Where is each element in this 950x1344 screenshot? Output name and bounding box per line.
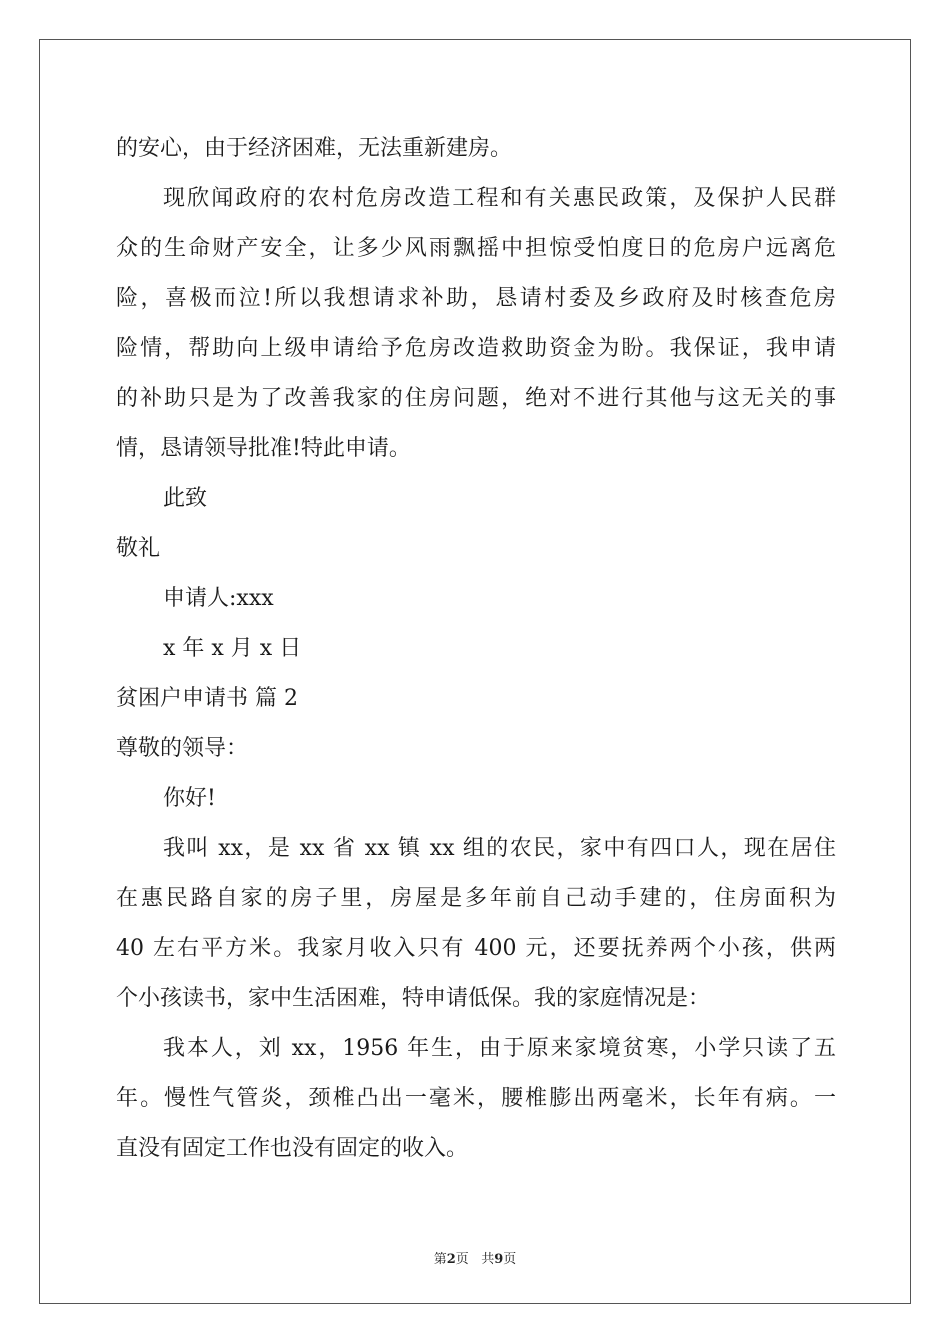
- text-line: 现欣闻政府的农村危房改造工程和有关惠民政策，及保护人民群: [163, 186, 836, 211]
- total-label-prefix: 共: [481, 1252, 495, 1267]
- text-line: 我叫 xx，是 xx 省 xx 镇 xx 组的农民，家中有四口人，现在居住: [163, 836, 836, 861]
- greeting: 尊敬的领导：: [116, 736, 249, 761]
- text-line: 众的生命财产安全，让多少风雨飘摇中担惊受怕度日的危房户远离危: [116, 236, 836, 261]
- total-pages: 9: [494, 1252, 504, 1267]
- text-line: 险情，帮助向上级申请给予危房改造救助资金为盼。我保证，我申请: [116, 336, 836, 361]
- document-body: [116, 124, 836, 1174]
- text-line: 的补助只是为了改善我家的住房问题，绝对不进行其他与这无关的事: [116, 386, 836, 411]
- page-label-prefix: 第: [433, 1252, 447, 1267]
- text-line: 个小孩读书，家中生活困难，特申请低保。我的家庭情况是：: [116, 986, 711, 1011]
- text-line: 年。慢性气管炎，颈椎凸出一毫米，腰椎膨出两毫米，长年有病。一: [116, 1086, 836, 1111]
- text-line: 险，喜极而泣!所以我想请求补助，恳请村委及乡政府及时核查危房: [116, 286, 836, 311]
- closing-salutation: 敬礼: [116, 536, 161, 561]
- closing-salutation: 此致: [163, 486, 208, 511]
- applicant-signature: 申请人:xxx: [163, 586, 274, 611]
- date-line: x 年 x 月 x 日: [163, 636, 302, 661]
- greeting: 你好!: [163, 786, 216, 811]
- page-footer: [0, 1248, 950, 1267]
- total-label-suffix: 页: [503, 1252, 517, 1267]
- page-number: 2: [446, 1252, 456, 1267]
- section-heading: 贫困户申请书 篇 2: [116, 686, 298, 711]
- text-line: 我本人，刘 xx，1956 年生，由于原来家境贫寒，小学只读了五: [163, 1036, 836, 1061]
- page-label-suffix: 页: [455, 1252, 469, 1267]
- text-line: 40 左右平方米。我家月收入只有 400 元，还要抚养两个小孩，供两: [116, 936, 836, 961]
- text-line: 的安心，由于经济困难，无法重新建房。: [116, 136, 513, 161]
- text-line: 情，恳请领导批准!特此申请。: [116, 436, 411, 461]
- text-line: 直没有固定工作也没有固定的收入。: [116, 1136, 469, 1161]
- text-line: 在惠民路自家的房子里，房屋是多年前自己动手建的，住房面积为: [116, 886, 836, 911]
